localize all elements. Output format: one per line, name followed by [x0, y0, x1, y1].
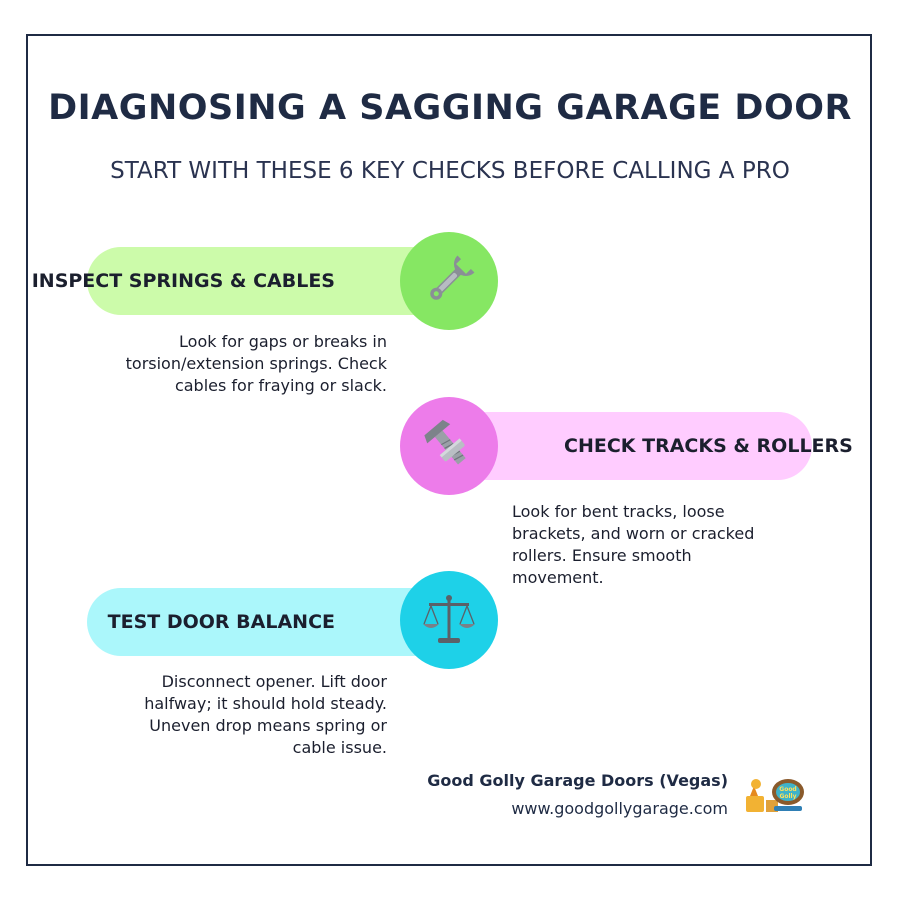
- step-3-description: Disconnect opener. Lift door halfway; it should hold steady. Uneven drop means spring or cable issue.: [144, 672, 387, 757]
- company-name: Good Golly Garage Doors (Vegas): [427, 771, 728, 790]
- step-2-label: CHECK TRACKS & ROLLERS: [564, 435, 853, 457]
- step-1-label: INSPECT SPRINGS & CABLES: [31, 270, 335, 292]
- step-2-circle: [400, 397, 498, 495]
- step-2-pill: [452, 412, 853, 480]
- page-subtitle: START WITH THESE 6 KEY CHECKS BEFORE CALLING A PRO: [110, 158, 790, 184]
- good-golly-logo-icon: [744, 774, 806, 818]
- balance-scale-icon: [419, 590, 479, 650]
- step-1-circle: [400, 232, 498, 330]
- step-3-label: TEST DOOR BALANCE: [107, 611, 335, 633]
- step-2-description: Look for bent tracks, loose brackets, and worn or cracked rollers. Ensure smooth movement.: [512, 502, 755, 587]
- step-1-description: Look for gaps or breaks in torsion/extension springs. Check cables for fraying or slack.: [125, 332, 387, 395]
- step-1-pill: [31, 247, 447, 315]
- company-url[interactable]: www.goodgollygarage.com: [511, 799, 728, 818]
- step-3-pill: [87, 588, 447, 656]
- svg-text:Good: Good: [779, 786, 797, 793]
- wrench-icon: [419, 251, 479, 311]
- svg-text:Golly: Golly: [779, 793, 797, 800]
- nut-and-bolt-icon: [419, 416, 479, 476]
- page-title: DIAGNOSING A SAGGING GARAGE DOOR: [48, 88, 852, 128]
- step-3-circle: [400, 571, 498, 669]
